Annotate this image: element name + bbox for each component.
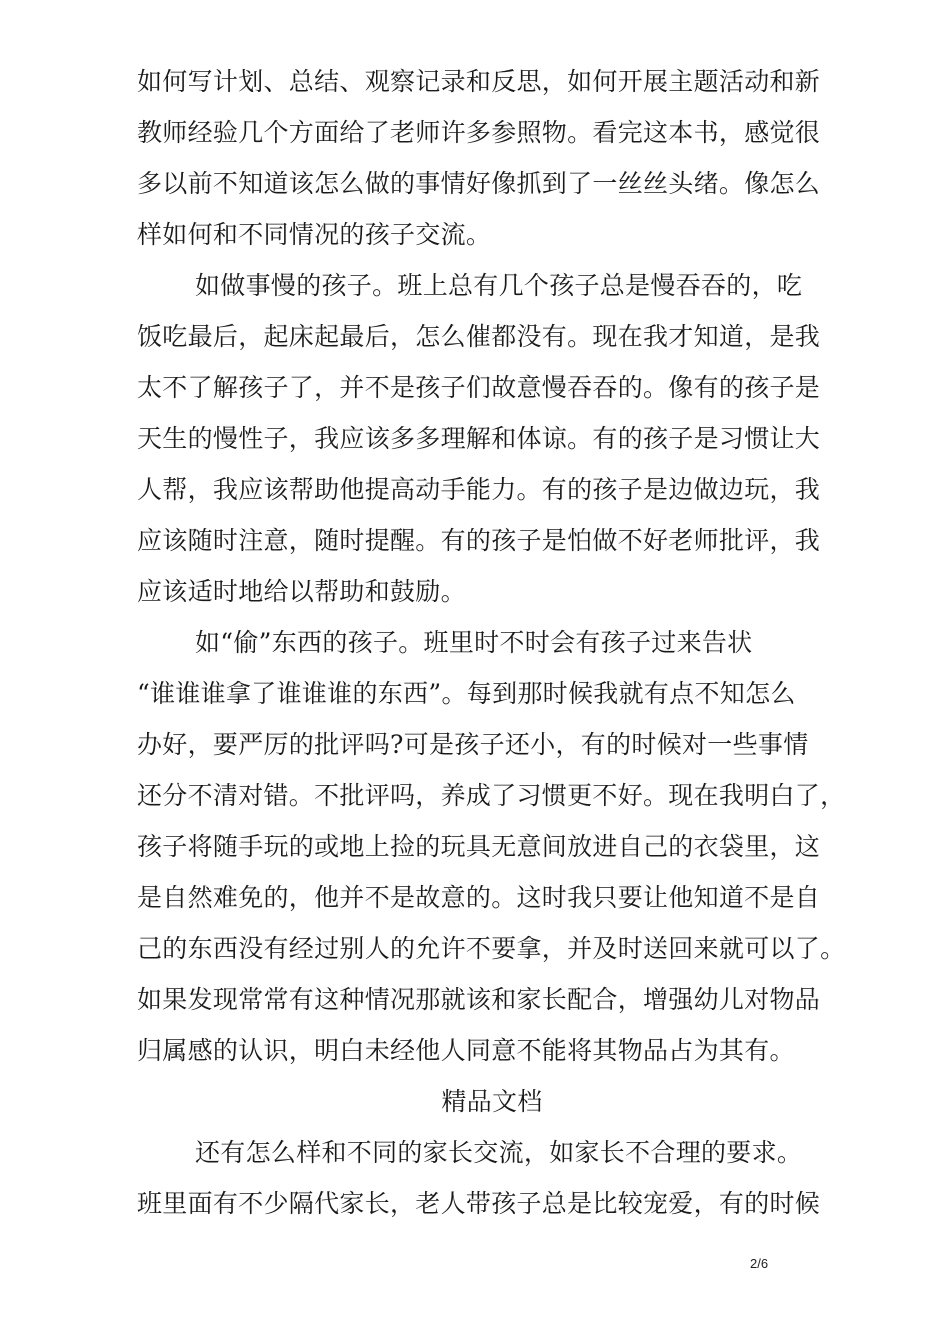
text-line: 太不了解孩子了，并不是孩子们故意慢吞吞的。像有的孩子是: [137, 373, 821, 402]
page-number: 2/6: [750, 1256, 769, 1271]
text-line: 班里面有不少隔代家长，老人带孩子总是比较宠爱，有的时候: [137, 1189, 821, 1218]
text-line: 办好，要严厉的批评吗?可是孩子还小，有的时候对一些事情: [137, 730, 809, 759]
text-line: 如果发现常常有这种情况那就该和家长配合，增强幼儿对物品: [137, 985, 821, 1014]
text-line: 天生的慢性子，我应该多多理解和体谅。有的孩子是习惯让大: [137, 424, 821, 453]
text-line: 应该随时注意，随时提醒。有的孩子是怕做不好老师批评，我: [137, 526, 821, 555]
text-line: 己的东西没有经过别人的允许不要拿，并及时送回来就可以了。: [137, 934, 846, 963]
text-line: 多以前不知道该怎么做的事情好像抓到了一丝丝头绪。像怎么: [137, 169, 821, 198]
text-line: 如何写计划、总结、观察记录和反思，如何开展主题活动和新: [137, 67, 821, 96]
text-line: 归属感的认识，明白未经他人同意不能将其物品占为其有。: [137, 1036, 795, 1065]
text-line: “谁谁谁拿了谁谁谁的东西”。每到那时候我就有点不知怎么: [137, 679, 796, 708]
text-line: 饭吃最后，起床起最后，怎么催都没有。现在我才知道，是我: [137, 322, 821, 351]
paragraph-start-line: 还有怎么样和不同的家长交流，如家长不合理的要求。: [195, 1138, 803, 1167]
paragraph-start-line: 如“偷”东西的孩子。班里时不时会有孩子过来告状: [195, 628, 753, 657]
paragraph-start-line: 如做事慢的孩子。班上总有几个孩子总是慢吞吞的，吃: [195, 271, 803, 300]
text-line: 应该适时地给以帮助和鼓励。: [137, 577, 466, 606]
text-line: 还分不清对错。不批评吗，养成了习惯更不好。现在我明白了，: [137, 781, 846, 810]
text-line: 样如何和不同情况的孩子交流。: [137, 220, 492, 249]
body-text: [137, 56, 847, 1229]
text-line: 是自然难免的，他并不是故意的。这时我只要让他知道不是自: [137, 883, 821, 912]
text-line: 孩子将随手玩的或地上捡的玩具无意间放进自己的衣袋里，这: [137, 832, 821, 861]
watermark-heading: 精品文档: [441, 1087, 543, 1116]
text-line: 教师经验几个方面给了老师许多参照物。看完这本书，感觉很: [137, 118, 821, 147]
text-line: 人帮，我应该帮助他提高动手能力。有的孩子是边做边玩，我: [137, 475, 821, 504]
